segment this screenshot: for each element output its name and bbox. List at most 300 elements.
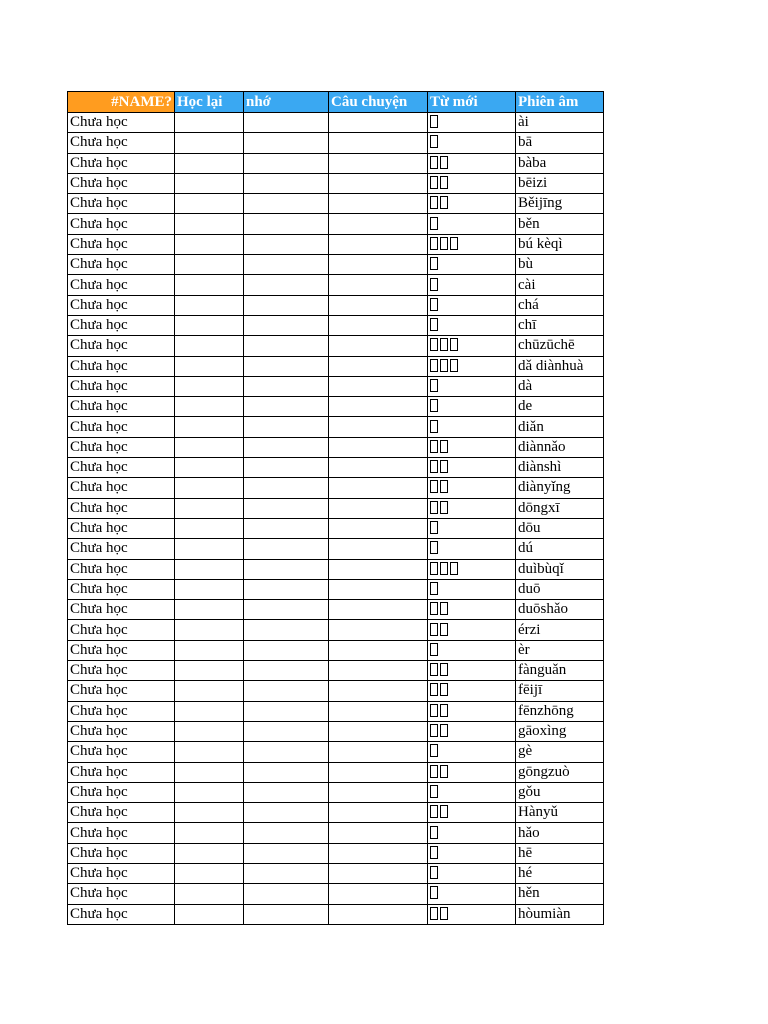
review-cell[interactable] [175, 742, 244, 762]
status-cell[interactable]: Chưa học [68, 742, 175, 762]
status-cell[interactable]: Chưa học [68, 661, 175, 681]
new-word-cell[interactable] [428, 518, 516, 538]
status-cell[interactable]: Chưa học [68, 478, 175, 498]
pinyin-cell[interactable]: gǒu [516, 782, 604, 802]
story-cell[interactable] [329, 173, 428, 193]
new-word-cell[interactable] [428, 397, 516, 417]
table-row [68, 113, 604, 133]
new-word-cell[interactable] [428, 336, 516, 356]
missing-glyph-icon [440, 602, 448, 615]
story-cell[interactable] [329, 518, 428, 538]
review-cell[interactable] [175, 782, 244, 802]
status-cell[interactable]: Chưa học [68, 762, 175, 782]
story-cell[interactable] [329, 782, 428, 802]
status-cell[interactable]: Chưa học [68, 214, 175, 234]
remember-cell[interactable] [244, 518, 329, 538]
story-cell[interactable] [329, 315, 428, 335]
table-row [68, 843, 604, 863]
remember-cell[interactable] [244, 478, 329, 498]
review-cell[interactable] [175, 336, 244, 356]
table-row [68, 498, 604, 518]
new-word-cell[interactable] [428, 640, 516, 660]
remember-cell[interactable] [244, 904, 329, 924]
review-cell[interactable] [175, 701, 244, 721]
review-cell[interactable] [175, 843, 244, 863]
new-word-cell[interactable] [428, 904, 516, 924]
story-cell[interactable] [329, 600, 428, 620]
review-cell[interactable] [175, 255, 244, 275]
new-word-cell[interactable] [428, 681, 516, 701]
remember-cell[interactable] [244, 376, 329, 396]
remember-cell[interactable] [244, 214, 329, 234]
status-cell[interactable]: Chưa học [68, 113, 175, 133]
pinyin-cell[interactable]: gōngzuò [516, 762, 604, 782]
review-cell[interactable] [175, 721, 244, 741]
status-cell[interactable]: Chưa học [68, 579, 175, 599]
story-cell[interactable] [329, 884, 428, 904]
missing-glyph-icon [430, 623, 438, 636]
story-cell[interactable] [329, 336, 428, 356]
pinyin-cell[interactable]: duìbùqǐ [516, 559, 604, 579]
status-cell[interactable]: Chưa học [68, 803, 175, 823]
pinyin-cell[interactable]: bàba [516, 153, 604, 173]
new-word-cell[interactable] [428, 701, 516, 721]
review-cell[interactable] [175, 153, 244, 173]
table-row [68, 884, 604, 904]
remember-cell[interactable] [244, 640, 329, 660]
review-cell[interactable] [175, 356, 244, 376]
status-cell[interactable]: Chưa học [68, 417, 175, 437]
review-cell[interactable] [175, 762, 244, 782]
missing-glyph-icon [440, 765, 448, 778]
remember-cell[interactable] [244, 742, 329, 762]
new-word-cell[interactable] [428, 315, 516, 335]
remember-cell[interactable] [244, 275, 329, 295]
review-cell[interactable] [175, 417, 244, 437]
status-cell[interactable]: Chưa học [68, 843, 175, 863]
review-cell[interactable] [175, 579, 244, 599]
remember-cell[interactable] [244, 620, 329, 640]
review-cell[interactable] [175, 884, 244, 904]
status-cell[interactable]: Chưa học [68, 721, 175, 741]
new-word-cell[interactable] [428, 762, 516, 782]
pinyin-cell[interactable]: bù [516, 255, 604, 275]
review-cell[interactable] [175, 214, 244, 234]
status-cell[interactable]: Chưa học [68, 884, 175, 904]
story-cell[interactable] [329, 742, 428, 762]
pinyin-cell[interactable]: hǎo [516, 823, 604, 843]
review-cell[interactable] [175, 376, 244, 396]
review-cell[interactable] [175, 518, 244, 538]
missing-glyph-icon [440, 156, 448, 169]
remember-cell[interactable] [244, 315, 329, 335]
story-cell[interactable] [329, 255, 428, 275]
status-cell[interactable]: Chưa học [68, 498, 175, 518]
story-cell[interactable] [329, 153, 428, 173]
remember-cell[interactable] [244, 336, 329, 356]
table-row [68, 823, 604, 843]
missing-glyph-icon [430, 704, 438, 717]
pinyin-cell[interactable]: gè [516, 742, 604, 762]
remember-cell[interactable] [244, 173, 329, 193]
pinyin-cell[interactable]: Běijīng [516, 194, 604, 214]
missing-glyph-icon [440, 562, 448, 575]
missing-glyph-icon [440, 196, 448, 209]
pinyin-cell[interactable]: duōshǎo [516, 600, 604, 620]
header-review[interactable]: Học lại [175, 92, 244, 113]
remember-cell[interactable] [244, 234, 329, 254]
pinyin-cell[interactable]: cài [516, 275, 604, 295]
new-word-cell[interactable] [428, 194, 516, 214]
story-cell[interactable] [329, 133, 428, 153]
table-row [68, 661, 604, 681]
pinyin-cell[interactable]: chá [516, 295, 604, 315]
new-word-cell[interactable] [428, 559, 516, 579]
story-cell[interactable] [329, 295, 428, 315]
review-cell[interactable] [175, 458, 244, 478]
missing-glyph-icon [430, 683, 438, 696]
pinyin-cell[interactable]: bú kèqì [516, 234, 604, 254]
table-row [68, 173, 604, 193]
remember-cell[interactable] [244, 194, 329, 214]
story-cell[interactable] [329, 376, 428, 396]
remember-cell[interactable] [244, 843, 329, 863]
pinyin-cell[interactable]: hē [516, 843, 604, 863]
pinyin-cell[interactable]: dōngxī [516, 498, 604, 518]
story-cell[interactable] [329, 863, 428, 883]
story-cell[interactable] [329, 620, 428, 640]
remember-cell[interactable] [244, 681, 329, 701]
story-cell[interactable] [329, 803, 428, 823]
missing-glyph-icon [440, 907, 448, 920]
story-cell[interactable] [329, 904, 428, 924]
review-cell[interactable] [175, 559, 244, 579]
story-cell[interactable] [329, 113, 428, 133]
review-cell[interactable] [175, 275, 244, 295]
header-pinyin[interactable]: Phiên âm [516, 92, 604, 113]
review-cell[interactable] [175, 661, 244, 681]
table-row [68, 376, 604, 396]
new-word-cell[interactable] [428, 376, 516, 396]
story-cell[interactable] [329, 437, 428, 457]
status-cell[interactable]: Chưa học [68, 640, 175, 660]
remember-cell[interactable] [244, 600, 329, 620]
remember-cell[interactable] [244, 884, 329, 904]
review-cell[interactable] [175, 600, 244, 620]
missing-glyph-icon [440, 623, 448, 636]
table-row [68, 559, 604, 579]
story-cell[interactable] [329, 234, 428, 254]
table-row [68, 762, 604, 782]
new-word-cell[interactable] [428, 498, 516, 518]
status-cell[interactable]: Chưa học [68, 275, 175, 295]
status-cell[interactable]: Chưa học [68, 376, 175, 396]
status-cell[interactable]: Chưa học [68, 194, 175, 214]
remember-cell[interactable] [244, 498, 329, 518]
review-cell[interactable] [175, 823, 244, 843]
remember-cell[interactable] [244, 721, 329, 741]
pinyin-cell[interactable]: hěn [516, 884, 604, 904]
status-cell[interactable]: Chưa học [68, 356, 175, 376]
pinyin-cell[interactable]: fēijī [516, 681, 604, 701]
remember-cell[interactable] [244, 782, 329, 802]
missing-glyph-icon [430, 135, 438, 148]
header-new-word[interactable]: Từ mới [428, 92, 516, 113]
pinyin-cell[interactable]: diànyǐng [516, 478, 604, 498]
missing-glyph-icon [440, 683, 448, 696]
review-cell[interactable] [175, 803, 244, 823]
new-word-cell[interactable] [428, 113, 516, 133]
pinyin-cell[interactable]: chūzūchē [516, 336, 604, 356]
header-story[interactable]: Câu chuyện [329, 92, 428, 113]
story-cell[interactable] [329, 762, 428, 782]
story-cell[interactable] [329, 721, 428, 741]
sheet-body [68, 113, 604, 925]
status-cell[interactable]: Chưa học [68, 234, 175, 254]
review-cell[interactable] [175, 315, 244, 335]
story-cell[interactable] [329, 214, 428, 234]
remember-cell[interactable] [244, 863, 329, 883]
new-word-cell[interactable] [428, 803, 516, 823]
story-cell[interactable] [329, 275, 428, 295]
status-cell[interactable]: Chưa học [68, 133, 175, 153]
remember-cell[interactable] [244, 153, 329, 173]
pinyin-cell[interactable]: dōu [516, 518, 604, 538]
review-cell[interactable] [175, 437, 244, 457]
missing-glyph-icon [440, 704, 448, 717]
review-cell[interactable] [175, 498, 244, 518]
header-remember[interactable]: nhớ [244, 92, 329, 113]
pinyin-cell[interactable]: gāoxìng [516, 721, 604, 741]
remember-cell[interactable] [244, 458, 329, 478]
status-cell[interactable]: Chưa học [68, 153, 175, 173]
review-cell[interactable] [175, 194, 244, 214]
story-cell[interactable] [329, 356, 428, 376]
remember-cell[interactable] [244, 559, 329, 579]
story-cell[interactable] [329, 701, 428, 721]
table-row [68, 295, 604, 315]
missing-glyph-icon [430, 846, 438, 859]
new-word-cell[interactable] [428, 153, 516, 173]
review-cell[interactable] [175, 863, 244, 883]
table-row [68, 640, 604, 660]
table-row [68, 904, 604, 924]
pinyin-cell[interactable]: érzi [516, 620, 604, 640]
table-row [68, 518, 604, 538]
pinyin-cell[interactable]: chī [516, 315, 604, 335]
pinyin-cell[interactable]: fànguǎn [516, 661, 604, 681]
new-word-cell[interactable] [428, 823, 516, 843]
remember-cell[interactable] [244, 295, 329, 315]
table-row [68, 437, 604, 457]
pinyin-cell[interactable]: bēizi [516, 173, 604, 193]
new-word-cell[interactable] [428, 133, 516, 153]
review-cell[interactable] [175, 478, 244, 498]
new-word-cell[interactable] [428, 579, 516, 599]
remember-cell[interactable] [244, 701, 329, 721]
table-row [68, 681, 604, 701]
pinyin-cell[interactable]: diǎn [516, 417, 604, 437]
status-cell[interactable]: Chưa học [68, 782, 175, 802]
pinyin-cell[interactable]: ài [516, 113, 604, 133]
new-word-cell[interactable] [428, 782, 516, 802]
pinyin-cell[interactable]: Hànyǔ [516, 803, 604, 823]
table-row [68, 133, 604, 153]
table-row [68, 539, 604, 559]
new-word-cell[interactable] [428, 295, 516, 315]
table-row [68, 315, 604, 335]
table-row [68, 863, 604, 883]
status-cell[interactable]: Chưa học [68, 255, 175, 275]
new-word-cell[interactable] [428, 275, 516, 295]
new-word-cell[interactable] [428, 173, 516, 193]
missing-glyph-icon [430, 338, 438, 351]
status-cell[interactable]: Chưa học [68, 681, 175, 701]
review-cell[interactable] [175, 113, 244, 133]
new-word-cell[interactable] [428, 742, 516, 762]
new-word-cell[interactable] [428, 214, 516, 234]
pinyin-cell[interactable]: diànshì [516, 458, 604, 478]
review-cell[interactable] [175, 234, 244, 254]
missing-glyph-icon [430, 237, 438, 250]
story-cell[interactable] [329, 559, 428, 579]
status-cell[interactable]: Chưa học [68, 437, 175, 457]
pinyin-cell[interactable]: diànnǎo [516, 437, 604, 457]
review-cell[interactable] [175, 904, 244, 924]
story-cell[interactable] [329, 579, 428, 599]
new-word-cell[interactable] [428, 478, 516, 498]
new-word-cell[interactable] [428, 661, 516, 681]
missing-glyph-icon [430, 278, 438, 291]
review-cell[interactable] [175, 397, 244, 417]
review-cell[interactable] [175, 640, 244, 660]
pinyin-cell[interactable]: èr [516, 640, 604, 660]
story-cell[interactable] [329, 478, 428, 498]
remember-cell[interactable] [244, 823, 329, 843]
new-word-cell[interactable] [428, 356, 516, 376]
remember-cell[interactable] [244, 437, 329, 457]
missing-glyph-icon [430, 785, 438, 798]
remember-cell[interactable] [244, 356, 329, 376]
pinyin-cell[interactable]: hé [516, 863, 604, 883]
new-word-cell[interactable] [428, 863, 516, 883]
pinyin-cell[interactable]: duō [516, 579, 604, 599]
remember-cell[interactable] [244, 397, 329, 417]
remember-cell[interactable] [244, 539, 329, 559]
missing-glyph-icon [430, 765, 438, 778]
status-cell[interactable]: Chưa học [68, 701, 175, 721]
remember-cell[interactable] [244, 255, 329, 275]
new-word-cell[interactable] [428, 884, 516, 904]
status-cell[interactable]: Chưa học [68, 397, 175, 417]
status-cell[interactable]: Chưa học [68, 559, 175, 579]
status-cell[interactable]: Chưa học [68, 315, 175, 335]
status-cell[interactable]: Chưa học [68, 295, 175, 315]
story-cell[interactable] [329, 194, 428, 214]
new-word-cell[interactable] [428, 620, 516, 640]
pinyin-cell[interactable]: hòumiàn [516, 904, 604, 924]
missing-glyph-icon [430, 521, 438, 534]
new-word-cell[interactable] [428, 600, 516, 620]
story-cell[interactable] [329, 640, 428, 660]
table-row [68, 478, 604, 498]
story-cell[interactable] [329, 498, 428, 518]
story-cell[interactable] [329, 458, 428, 478]
remember-cell[interactable] [244, 417, 329, 437]
new-word-cell[interactable] [428, 437, 516, 457]
story-cell[interactable] [329, 681, 428, 701]
missing-glyph-icon [450, 237, 458, 250]
status-cell[interactable]: Chưa học [68, 458, 175, 478]
status-cell[interactable]: Chưa học [68, 620, 175, 640]
new-word-cell[interactable] [428, 843, 516, 863]
pinyin-cell[interactable]: fēnzhōng [516, 701, 604, 721]
review-cell[interactable] [175, 539, 244, 559]
pinyin-cell[interactable]: de [516, 397, 604, 417]
pinyin-cell[interactable]: běn [516, 214, 604, 234]
review-cell[interactable] [175, 295, 244, 315]
review-cell[interactable] [175, 681, 244, 701]
table-row [68, 356, 604, 376]
status-cell[interactable]: Chưa học [68, 173, 175, 193]
review-cell[interactable] [175, 133, 244, 153]
status-cell[interactable]: Chưa học [68, 539, 175, 559]
new-word-cell[interactable] [428, 458, 516, 478]
pinyin-cell[interactable]: dǎ diànhuà [516, 356, 604, 376]
review-cell[interactable] [175, 173, 244, 193]
new-word-cell[interactable] [428, 539, 516, 559]
remember-cell[interactable] [244, 762, 329, 782]
remember-cell[interactable] [244, 803, 329, 823]
pinyin-cell[interactable]: dà [516, 376, 604, 396]
missing-glyph-icon [430, 115, 438, 128]
status-cell[interactable]: Chưa học [68, 823, 175, 843]
missing-glyph-icon [430, 582, 438, 595]
status-cell[interactable]: Chưa học [68, 518, 175, 538]
story-cell[interactable] [329, 661, 428, 681]
story-cell[interactable] [329, 417, 428, 437]
missing-glyph-icon [430, 866, 438, 879]
new-word-cell[interactable] [428, 255, 516, 275]
table-row [68, 782, 604, 802]
new-word-cell[interactable] [428, 721, 516, 741]
missing-glyph-icon [440, 663, 448, 676]
status-cell[interactable]: Chưa học [68, 904, 175, 924]
table-row [68, 194, 604, 214]
remember-cell[interactable] [244, 113, 329, 133]
header-name-error[interactable]: #NAME? [68, 92, 175, 113]
table-row [68, 458, 604, 478]
story-cell[interactable] [329, 539, 428, 559]
remember-cell[interactable] [244, 661, 329, 681]
table-row [68, 579, 604, 599]
remember-cell[interactable] [244, 133, 329, 153]
story-cell[interactable] [329, 397, 428, 417]
story-cell[interactable] [329, 843, 428, 863]
new-word-cell[interactable] [428, 417, 516, 437]
status-cell[interactable]: Chưa học [68, 863, 175, 883]
remember-cell[interactable] [244, 579, 329, 599]
pinyin-cell[interactable]: bā [516, 133, 604, 153]
pinyin-cell[interactable]: dú [516, 539, 604, 559]
table-row [68, 620, 604, 640]
review-cell[interactable] [175, 620, 244, 640]
status-cell[interactable]: Chưa học [68, 600, 175, 620]
status-cell[interactable]: Chưa học [68, 336, 175, 356]
new-word-cell[interactable] [428, 234, 516, 254]
table-row [68, 275, 604, 295]
story-cell[interactable] [329, 823, 428, 843]
